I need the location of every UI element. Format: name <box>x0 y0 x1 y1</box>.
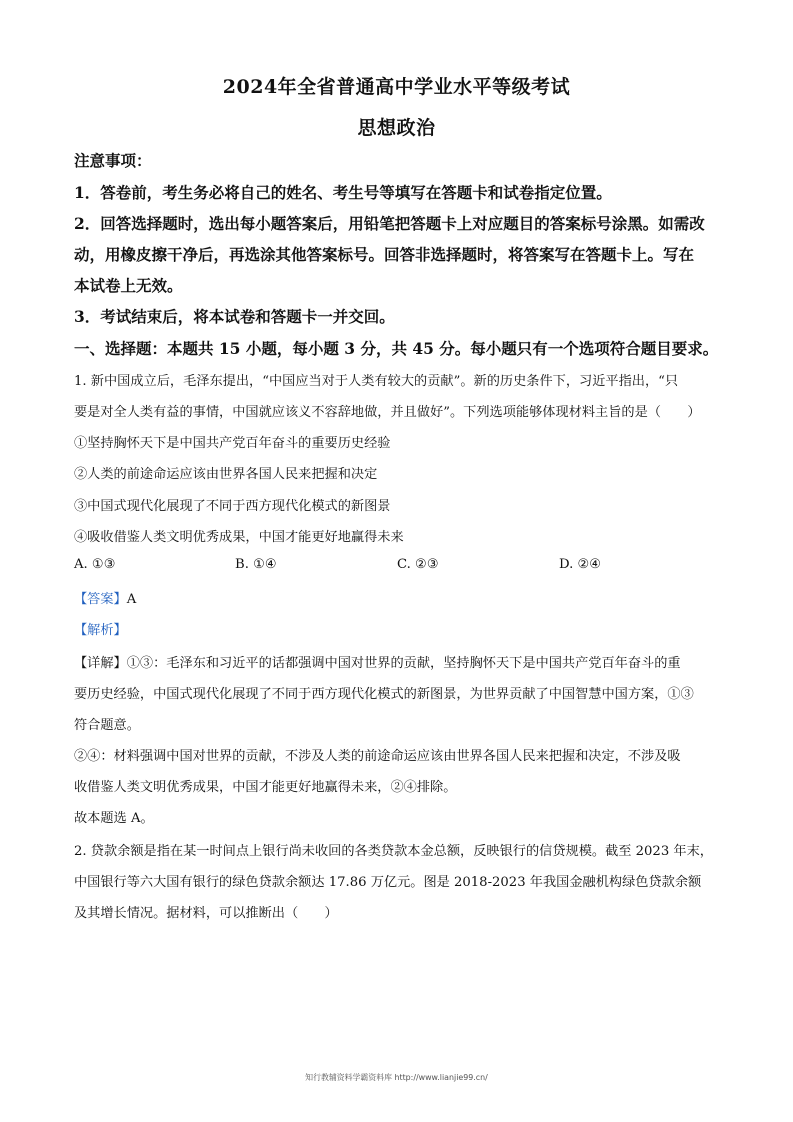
q1-option-a: A. ①③ <box>74 557 116 572</box>
subject-title: 思想政治 <box>357 117 436 139</box>
q1-answer-row <box>74 588 136 607</box>
q2-stem-line-3: 及其增长情况。据材料，可以推断出（ ） <box>74 906 338 921</box>
q1-statement-4: ④吸收借鉴人类文明优秀成果，中国才能更好地赢得未来 <box>74 530 404 545</box>
q1-statement-3: ③中国式现代化展现了不同于西方现代化模式的新图景 <box>74 499 391 514</box>
analysis-tag: 【解析】 <box>74 623 127 638</box>
notice-item-2-line-3: 本试卷上无效。 <box>74 276 183 295</box>
q1-stem-line-2: 要是对全人类有益的事情，中国就应该义不容辞地做，并且做好”。下列选项能够体现材料主旨的是（ ） <box>74 405 701 420</box>
notice-item-1: 1．答卷前，考生务必将自己的姓名、考生号等填写在答题卡和试卷指定位置。 <box>74 183 612 202</box>
q1-detail-line-5: 收借鉴人类文明优秀成果，中国才能更好地赢得未来，②④排除。 <box>74 780 457 795</box>
answer-tag: 【答案】 <box>74 592 127 607</box>
q2-stem-line-2: 中国银行等六大国有银行的绿色贷款余额达 17.86 万亿元。图是 2018-2023 年我国金融机构绿色贷款余额 <box>74 875 702 890</box>
q2-stem-line-1: 2. 贷款余额是指在某一时间点上银行尚未收回的各类贷款本金总额，反映银行的信贷规模。截至 2023 年末， <box>74 844 713 859</box>
answer-value: A <box>126 592 137 607</box>
q1-detail-line-3: 符合题意。 <box>74 718 140 733</box>
q1-detail-line-1: 【详解】①③：毛泽东和习近平的话都强调中国对世界的贡献，坚持胸怀天下是中国共产党百年奋斗的重 <box>74 656 681 671</box>
exam-title: 2024年全省普通高中学业水平等级考试 <box>222 76 571 98</box>
q1-detail-line-2: 要历史经验，中国式现代化展现了不同于西方现代化模式的新图景，为世界贡献了中国智慧中国方案，①③ <box>74 687 694 702</box>
notice-item-3: 3．考试结束后，将本试卷和答题卡一并交回。 <box>74 307 395 326</box>
q1-stem-line-1: 1. 新中国成立后，毛泽东提出，“中国应当对于人类有较大的贡献”。新的历史条件下，习近平指出，“只 <box>74 374 679 389</box>
q1-conclusion: 故本题选 A。 <box>74 811 154 826</box>
q1-statement-1: ①坚持胸怀天下是中国共产党百年奋斗的重要历史经验 <box>74 436 391 451</box>
q1-option-b: B. ①④ <box>235 557 277 572</box>
section-1-heading: 一、选择题：本题共 15 小题，每小题 3 分，共 45 分。每小题只有一个选项符合题目要求。 <box>74 339 719 358</box>
notice-item-2-line-1: 2．回答选择题时，选出每小题答案后，用铅笔把答题卡上对应题目的答案标号涂黑。如需改 <box>74 214 705 233</box>
q1-option-c: C. ②③ <box>397 557 439 572</box>
q1-statement-2: ②人类的前途命运应该由世界各国人民来把握和决定 <box>74 467 378 482</box>
q1-detail-line-4: ②④：材料强调中国对世界的贡献，不涉及人类的前途命运应该由世界各国人民来把握和决定，不涉及吸 <box>74 749 681 764</box>
notice-item-2-line-2: 动，用橡皮擦干净后，再选涂其他答案标号。回答非选择题时，将答案写在答题卡上。写在 <box>74 245 695 264</box>
footer-watermark: 知行教辅资料学霸资料库 http://www.lianjie99.cn/ <box>305 1073 488 1082</box>
q1-option-d: D. ②④ <box>559 557 602 572</box>
notice-heading: 注意事项： <box>74 151 152 170</box>
